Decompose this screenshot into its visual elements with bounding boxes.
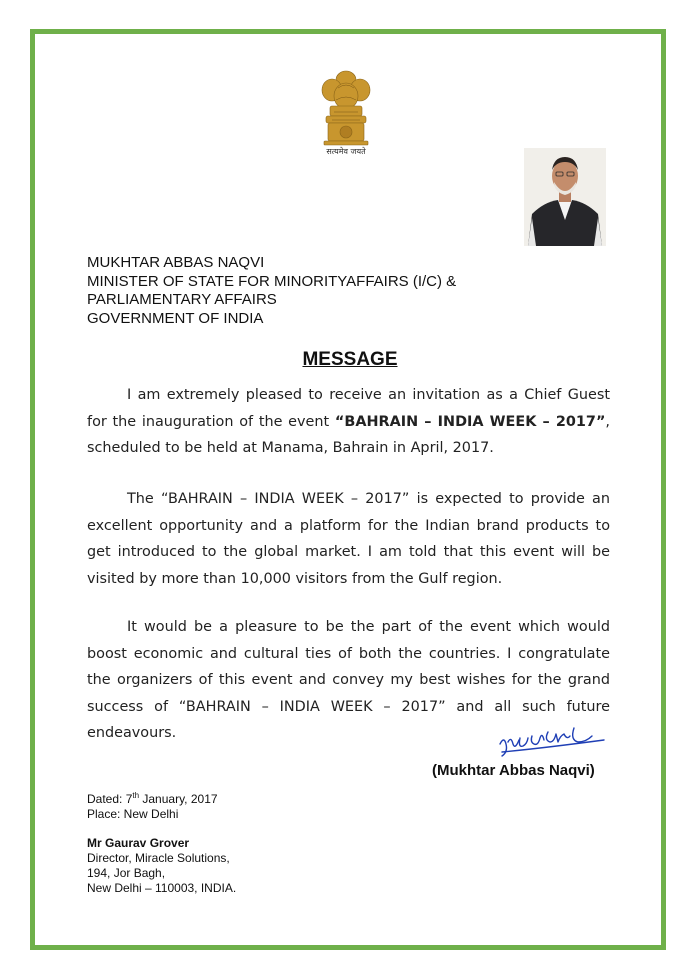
message-paragraph-1 — [87, 382, 610, 462]
message-paragraph-2 — [87, 486, 610, 592]
recipient-address — [87, 836, 236, 896]
portrait-photo — [524, 148, 606, 246]
recipient-line-1: Director, Miracle Solutions, — [87, 851, 230, 865]
sender-header — [87, 254, 456, 328]
sender-designation-cont: PARLIAMENTARY AFFAIRS — [87, 291, 277, 308]
sender-designation: MINISTER OF STATE FOR MINORITYAFFAIRS (I/C) & — [87, 272, 457, 290]
handwritten-signature — [494, 718, 610, 760]
paragraph-1-text-a: I am extremely pleased to receive an invitation as a Chief Guest for the inauguration of the event — [87, 387, 610, 430]
emblem-motto: सत्यमेव जयते — [326, 147, 366, 156]
recipient-line-3: New Delhi – 110003, INDIA. — [87, 881, 237, 895]
sender-organization: GOVERNMENT OF INDIA — [87, 309, 264, 327]
sender-name: MUKHTAR ABBAS NAQVI — [87, 254, 265, 271]
recipient-line-2: 194, Jor Bagh, — [87, 866, 166, 880]
recipient-name: Mr Gaurav Grover — [87, 836, 190, 850]
signatory-name: (Mukhtar Abbas Naqvi) — [432, 762, 595, 779]
paragraph-3-text: It would be a pleasure to be the part of the event which would boost economic and cultural ties of both the countries. I congratulate the organizers of this event and convey my best wishes for the grand success of “BAHRAIN – INDIA WEEK – 2017” and all such future endeavours. — [87, 619, 610, 741]
date-label: Dated: 7 — [87, 792, 133, 806]
place-line: Place: New Delhi — [87, 807, 179, 821]
paragraph-1-text-b: , scheduled to be held at Manama, Bahrain in April, 2017. — [87, 413, 610, 456]
message-title: MESSAGE — [302, 349, 398, 370]
date-rest: January, 2017 — [139, 792, 218, 806]
date-place-block — [87, 788, 218, 822]
paragraph-2-text: The “BAHRAIN – INDIA WEEK – 2017” is expected to provide an excellent opportunity and a platform for the Indian brand products to get introduced to the global market. I am told that this event will be visited by more than 10,000 visitors from the Gulf region. — [87, 491, 610, 587]
date-line — [87, 788, 218, 807]
national-emblem-icon — [318, 68, 374, 154]
event-name: “BAHRAIN – INDIA WEEK – 2017” — [334, 413, 606, 430]
date-ordinal: th — [132, 791, 140, 800]
